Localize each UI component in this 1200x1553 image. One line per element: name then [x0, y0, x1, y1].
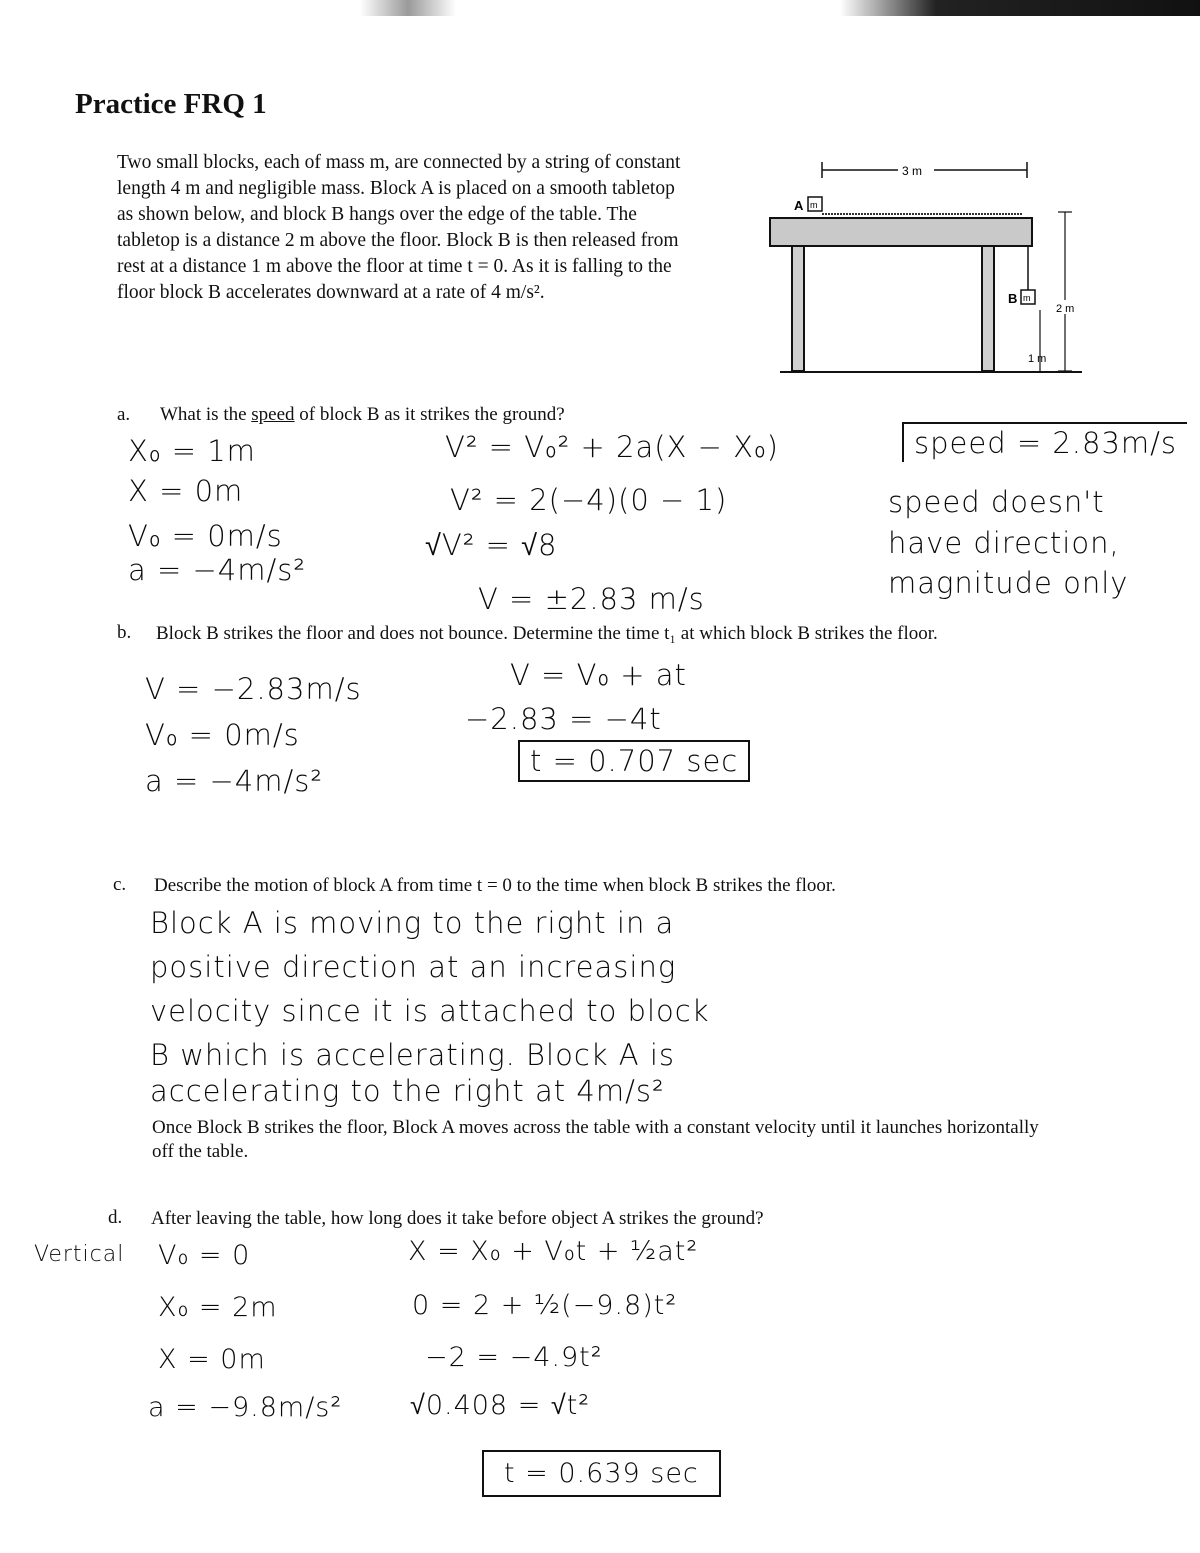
block-b-mass: m [1023, 293, 1031, 303]
d-given-v0: V₀ = 0 [158, 1240, 251, 1271]
d-given-x: X = 0m [158, 1344, 266, 1375]
d-given-x0: X₀ = 2m [158, 1292, 278, 1323]
c-hand-line-4: B which is accelerating. Block A is [150, 1038, 675, 1072]
a-given-x: X = 0m [128, 474, 244, 508]
a-given-a: a = −4m/s² [128, 553, 307, 587]
a-note-2: have direction, [888, 526, 1120, 560]
a-work-4: V = ±2.83 m/s [478, 582, 705, 616]
part-c-question: Describe the motion of block A from time t = 0 to the time when block B strikes the floor. [154, 875, 836, 896]
d-answer-box: t = 0.639 sec [482, 1450, 721, 1497]
part-b-question: Block B strikes the floor and does not bounce. Determine the time t₁ at which block B strikes the floor. [156, 623, 938, 644]
d-work-1: X = X₀ + V₀t + ½at² [408, 1236, 699, 1267]
part-c-letter: c. [113, 874, 127, 895]
part-d-letter: d. [108, 1207, 123, 1228]
part-a-letter: a. [117, 404, 131, 425]
label-block-a: A [794, 198, 804, 213]
dim-top-label: 3 m [902, 164, 923, 178]
part-a-question: What is the speed of block B as it strikes the ground? [160, 404, 565, 425]
b-given-v: V = −2.83m/s [145, 672, 362, 706]
table-leg-right [982, 246, 994, 371]
b-work-2: −2.83 = −4t [465, 702, 662, 736]
a-given-v0: V₀ = 0m/s [128, 519, 283, 553]
c-hand-line-2: positive direction at an increasing [150, 950, 677, 984]
d-given-a: a = −9.8m/s² [148, 1392, 343, 1423]
dim-small-label: 1 m [1028, 353, 1047, 365]
d-work-2: 0 = 2 + ½(−9.8)t² [412, 1290, 678, 1321]
part-b-letter: b. [117, 622, 132, 643]
block-a-mass: m [810, 200, 818, 210]
c-printed-note: Once Block B strikes the floor, Block A moves across the table with a constant velocity until it launches horizontally off the table. [152, 1117, 1039, 1162]
table-leg-left [792, 246, 804, 371]
b-work-1: V = V₀ + at [510, 658, 687, 692]
label-block-b: B [1008, 291, 1018, 306]
a-work-2: V² = 2(−4)(0 − 1) [450, 483, 728, 517]
scan-edge-artifact [0, 0, 1200, 16]
speed-underlined: speed [251, 404, 295, 425]
b-given-v0: V₀ = 0m/s [145, 718, 300, 752]
d-work-3: −2 = −4.9t² [425, 1342, 603, 1373]
problem-statement: Two small blocks, each of mass m, are connected by a string of constant length 4 m and negligible mass. Block A is placed on a smooth tabletop as shown below, and block B hangs over the edge of the table. The tabletop is a distance 2 m above the floor. Block B is then released from rest at a distance 1 m above the floor at time t = 0. As it is falling to the floor block B accelerates downward at a rate of 4 m/s². [117, 152, 681, 303]
table-diagram [760, 150, 1090, 390]
a-note-1: speed doesn't [888, 485, 1105, 519]
a-given-x0: X₀ = 1m [128, 434, 256, 468]
d-vertical-label: Vertical [34, 1242, 125, 1267]
a-work-1: V² = V₀² + 2a(X − X₀) [445, 430, 779, 464]
tabletop [770, 218, 1032, 246]
page-title: Practice FRQ 1 [75, 88, 267, 120]
part-d-question: After leaving the table, how long does it take before object A strikes the ground? [151, 1208, 764, 1229]
b-answer-box: t = 0.707 sec [518, 740, 750, 782]
a-note-3: magnitude only [888, 566, 1129, 600]
dim-height-label: 2 m [1056, 303, 1075, 315]
a-answer-box: speed = 2.83m/s [902, 422, 1187, 462]
c-hand-line-1: Block A is moving to the right in a [150, 906, 675, 940]
b-given-a: a = −4m/s² [145, 764, 324, 798]
c-hand-line-3: velocity since it is attached to block [150, 994, 710, 1028]
c-hand-line-5: accelerating to the right at 4m/s² [150, 1074, 665, 1108]
a-work-3: √V² = √8 [425, 528, 558, 562]
d-work-4: √0.408 = √t² [410, 1390, 591, 1421]
